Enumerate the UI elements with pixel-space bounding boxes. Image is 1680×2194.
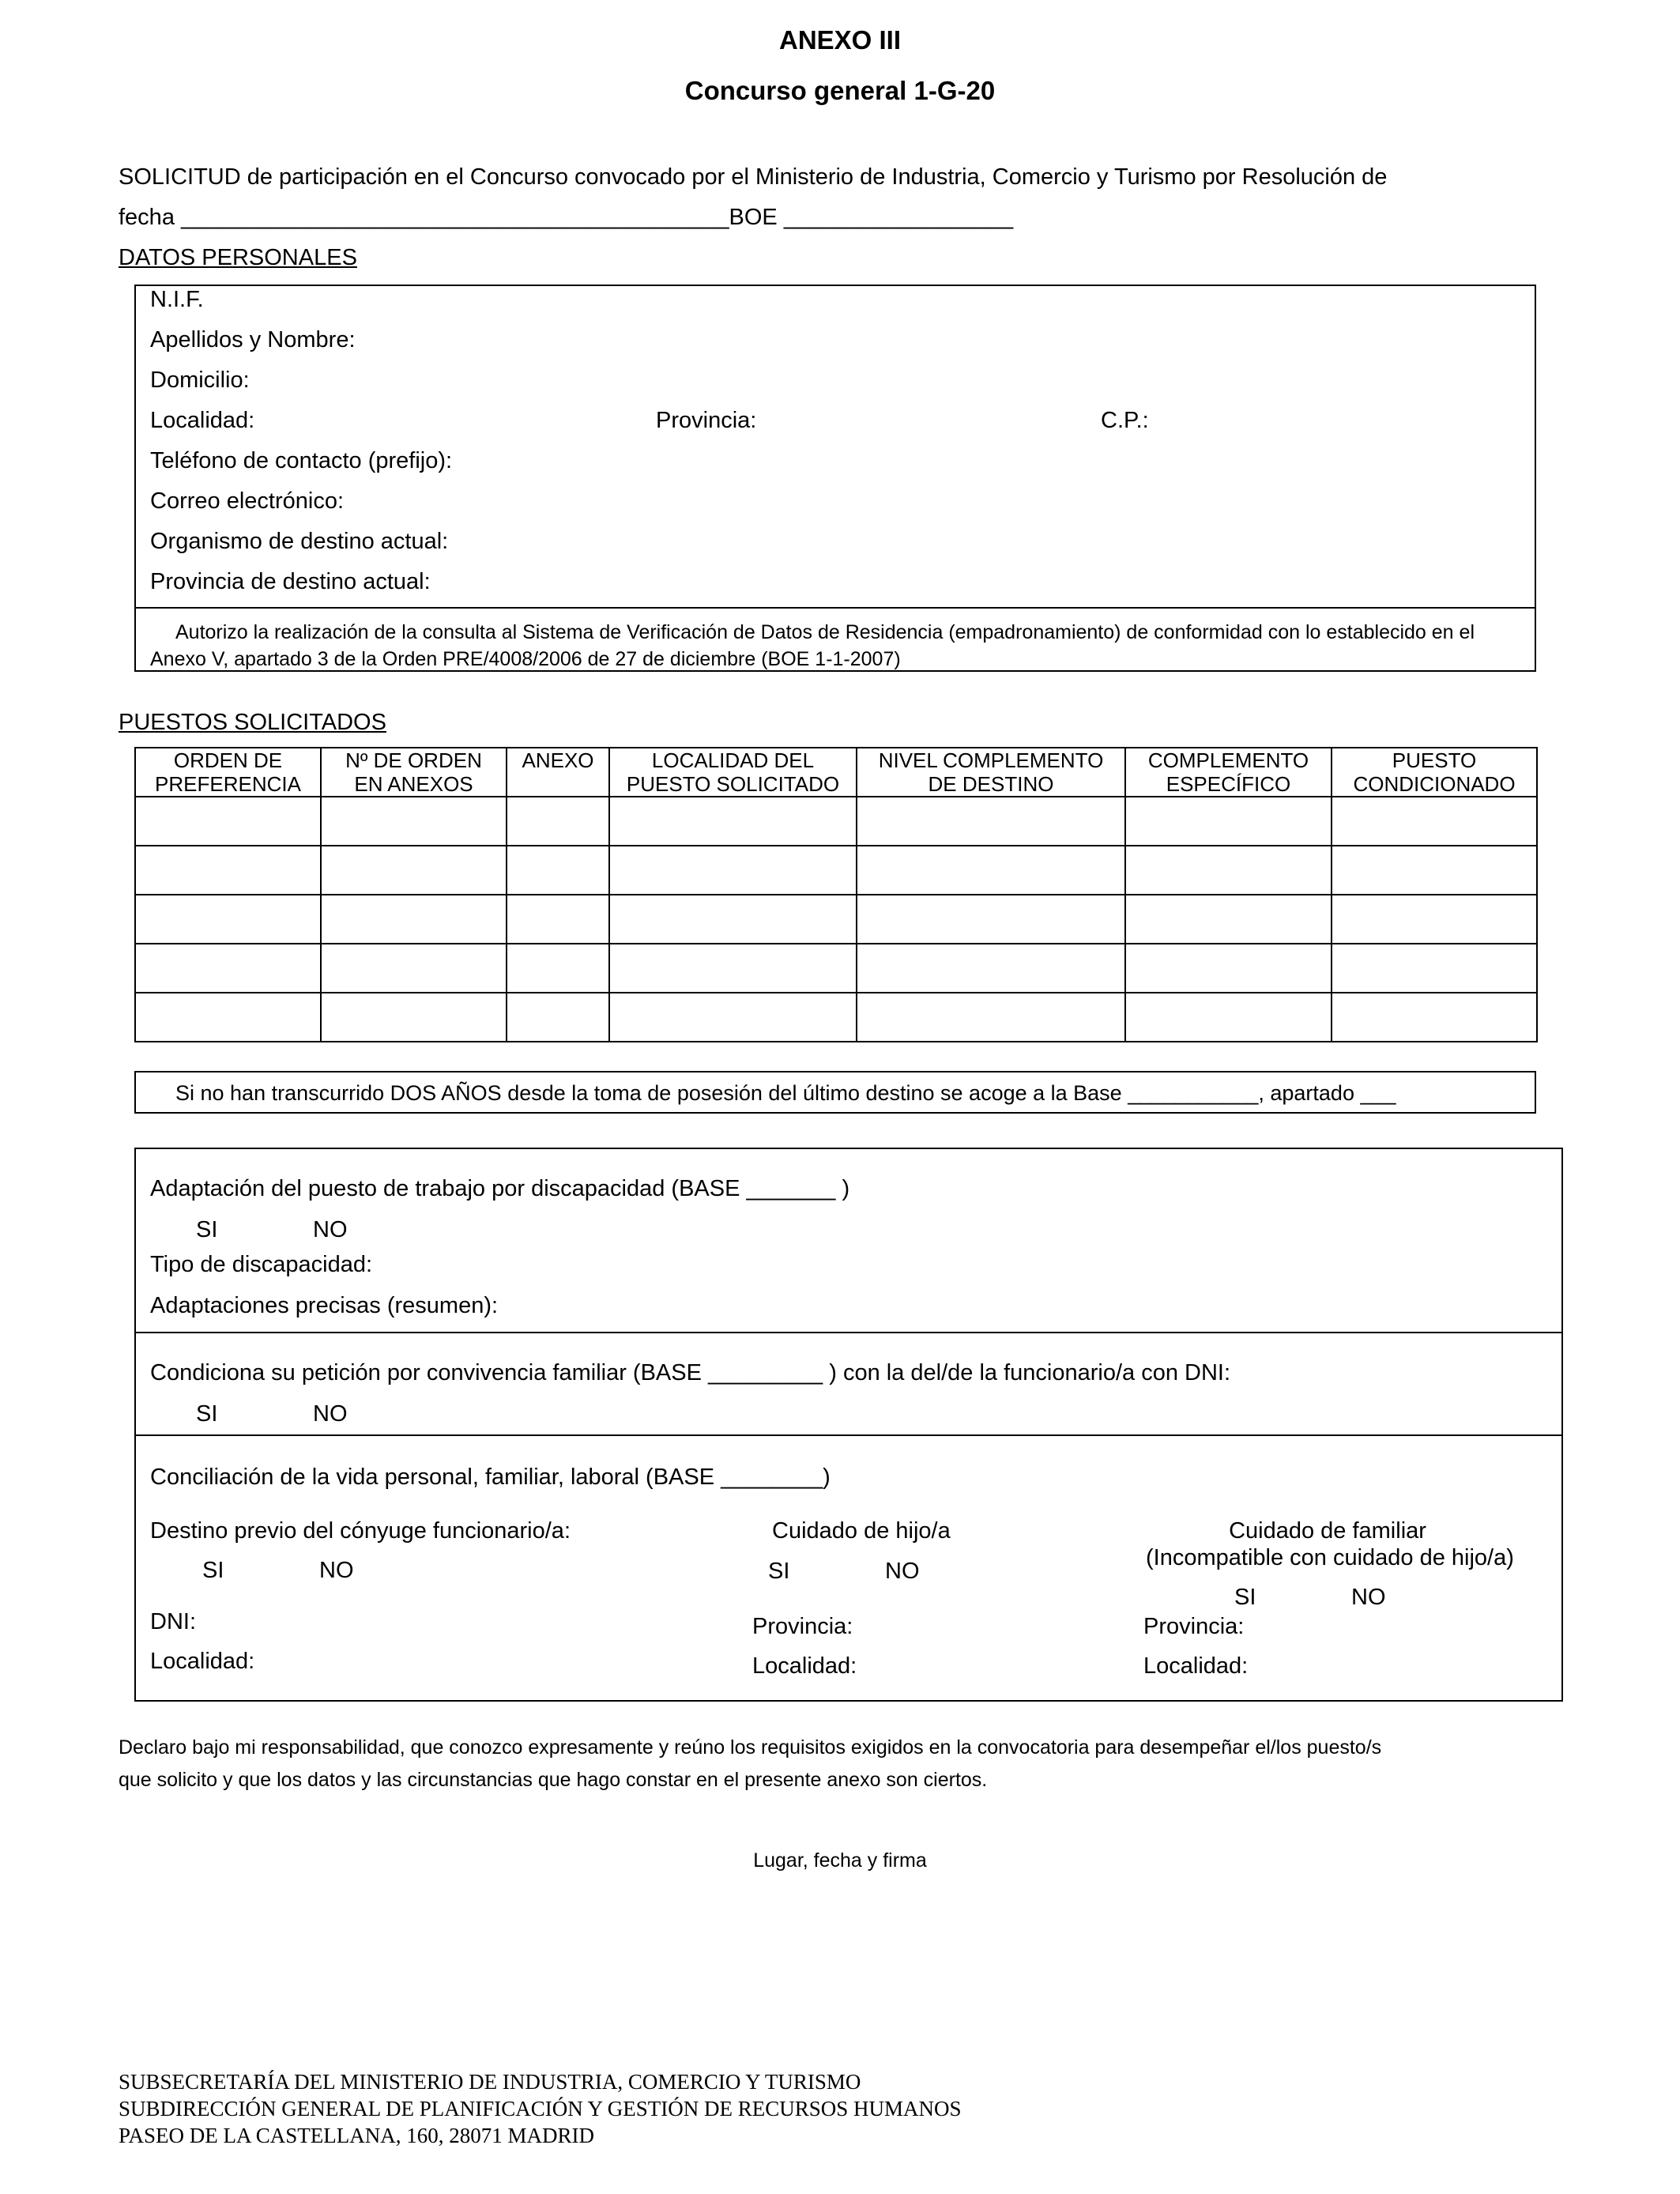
conciliacion-title[interactable]: Conciliación de la vida personal, familiar, laboral (BASE ________) (150, 1465, 831, 1490)
adaptaciones-field[interactable]: Adaptaciones precisas (resumen): (150, 1293, 499, 1318)
table-cell[interactable] (1125, 944, 1332, 993)
dos-anos-text[interactable]: Si no han transcurrido DOS AÑOS desde la toma de posesión del último destino se acoge a la Base ___________, apartado ___ (175, 1081, 1396, 1105)
provincia-destino-field[interactable]: Provincia de destino actual: (150, 569, 431, 594)
table-cell[interactable] (857, 993, 1125, 1042)
footer-line: SUBDIRECCIÓN GENERAL DE PLANIFICACIÓN Y GESTIÓN DE RECURSOS HUMANOS (119, 2097, 962, 2120)
hijo-si-option[interactable]: SI (768, 1559, 790, 1584)
page-subtitle: Concurso general 1-G-20 (684, 76, 996, 105)
hijo-label: Cuidado de hijo/a (772, 1518, 951, 1544)
footer-line: PASEO DE LA CASTELLANA, 160, 28071 MADRID (119, 2124, 595, 2147)
conyuge-si-option[interactable]: SI (202, 1558, 224, 1583)
apellidos-field[interactable]: Apellidos y Nombre: (150, 327, 356, 352)
table-cell[interactable] (321, 846, 507, 895)
divider (134, 607, 1536, 609)
table-cell[interactable] (321, 797, 507, 846)
table-cell[interactable] (1332, 895, 1537, 944)
table-header-row (135, 748, 1537, 797)
table-row (135, 846, 1537, 895)
adaptacion-si-option[interactable]: SI (196, 1217, 218, 1242)
table-cell[interactable] (857, 895, 1125, 944)
firma-label[interactable]: Lugar, fecha y firma (753, 1849, 927, 1872)
table-cell[interactable] (507, 895, 609, 944)
familiar-no-option[interactable]: NO (1351, 1585, 1386, 1610)
table-cell[interactable] (1332, 944, 1537, 993)
divider (134, 1332, 1563, 1333)
familiar-label: Cuidado de familiar (1229, 1518, 1426, 1544)
condiciona-no-option[interactable]: NO (313, 1401, 348, 1427)
column-header: ORDEN DE PREFERENCIA (135, 748, 321, 797)
intro-line: SOLICITUD de participación en el Concurso convocado por el Ministerio de Industria, Comercio y Turismo por Resolución de (119, 164, 1388, 190)
puestos-heading: PUESTOS SOLICITADOS (119, 710, 386, 735)
table-cell[interactable] (609, 895, 857, 944)
page-title: ANEXO III (778, 25, 902, 55)
autorizo-text-cont: Anexo V, apartado 3 de la Orden PRE/4008/2006 de 27 de diciembre (BOE 1-1-2007) (150, 648, 901, 670)
divider (134, 1434, 1563, 1436)
tipo-discapacidad-field[interactable]: Tipo de discapacidad: (150, 1252, 373, 1277)
table-cell[interactable] (507, 797, 609, 846)
table-cell[interactable] (609, 846, 857, 895)
table-cell[interactable] (135, 846, 321, 895)
hijo-provincia-field[interactable]: Provincia: (752, 1614, 853, 1639)
table-cell[interactable] (1332, 993, 1537, 1042)
table-row (135, 993, 1537, 1042)
adaptacion-no-option[interactable]: NO (313, 1217, 348, 1242)
table-cell[interactable] (507, 944, 609, 993)
cp-field[interactable]: C.P.: (1101, 408, 1149, 433)
domicilio-field[interactable]: Domicilio: (150, 368, 250, 393)
organismo-field[interactable]: Organismo de destino actual: (150, 529, 449, 554)
hijo-localidad-field[interactable]: Localidad: (752, 1653, 857, 1679)
provincia-field[interactable]: Provincia: (656, 408, 757, 433)
familiar-note: (Incompatible con cuidado de hijo/a) (1146, 1545, 1514, 1570)
declaracion-text: Declaro bajo mi responsabilidad, que conozco expresamente y reúno los requisitos exigidos en la convocatoria para desempeñar el/los puesto/s (119, 1736, 1382, 1759)
conyuge-localidad-field[interactable]: Localidad: (150, 1649, 255, 1674)
datos-personales-heading: DATOS PERSONALES (119, 245, 357, 270)
table-cell[interactable] (857, 846, 1125, 895)
telefono-field[interactable]: Teléfono de contacto (prefijo): (150, 448, 453, 473)
nif-field[interactable]: N.I.F. (150, 287, 204, 312)
table-cell[interactable] (1125, 993, 1332, 1042)
column-header: COMPLEMENTO ESPECÍFICO (1125, 748, 1332, 797)
column-header: LOCALIDAD DEL PUESTO SOLICITADO (609, 748, 857, 797)
table-cell[interactable] (135, 944, 321, 993)
table-cell[interactable] (609, 797, 857, 846)
table-cell[interactable] (857, 797, 1125, 846)
fecha-boe-line[interactable]: fecha ___________________________________________BOE __________________ (119, 205, 1014, 230)
table-cell[interactable] (321, 895, 507, 944)
conyuge-dni-field[interactable]: DNI: (150, 1609, 196, 1634)
table-cell[interactable] (321, 944, 507, 993)
conyuge-label: Destino previo del cónyuge funcionario/a: (150, 1518, 571, 1544)
conyuge-no-option[interactable]: NO (319, 1558, 354, 1583)
table-cell[interactable] (507, 846, 609, 895)
localidad-field[interactable]: Localidad: (150, 408, 255, 433)
column-header: NIVEL COMPLEMENTO DE DESTINO (857, 748, 1125, 797)
table-cell[interactable] (857, 944, 1125, 993)
familiar-localidad-field[interactable]: Localidad: (1143, 1653, 1249, 1679)
table-row (135, 895, 1537, 944)
table-row (135, 797, 1537, 846)
table-cell[interactable] (135, 993, 321, 1042)
column-header: Nº DE ORDEN EN ANEXOS (321, 748, 507, 797)
column-header: ANEXO (507, 748, 609, 797)
autorizo-text[interactable]: Autorizo la realización de la consulta al Sistema de Verificación de Datos de Residencia (empadronamiento) de conformidad con lo establecido en el (175, 621, 1475, 643)
familiar-si-option[interactable]: SI (1234, 1585, 1256, 1610)
table-cell[interactable] (135, 895, 321, 944)
footer-line: SUBSECRETARÍA DEL MINISTERIO DE INDUSTRIA, COMERCIO Y TURISMO (119, 2070, 861, 2094)
table-cell[interactable] (135, 797, 321, 846)
condiciona-title[interactable]: Condiciona su petición por convivencia familiar (BASE _________ ) con la del/de la funcionario/a con DNI: (150, 1360, 1231, 1385)
correo-field[interactable]: Correo electrónico: (150, 488, 344, 514)
familiar-provincia-field[interactable]: Provincia: (1143, 1614, 1245, 1639)
table-row (135, 944, 1537, 993)
table-cell[interactable] (1332, 797, 1537, 846)
table-cell[interactable] (609, 993, 857, 1042)
table-cell[interactable] (1125, 846, 1332, 895)
puestos-table (134, 747, 1538, 1042)
declaracion-text-cont: que solicito y que los datos y las circunstancias que hago constar en el presente anexo son ciertos. (119, 1769, 988, 1791)
column-header: PUESTO CONDICIONADO (1332, 748, 1537, 797)
table-cell[interactable] (609, 944, 857, 993)
condiciona-si-option[interactable]: SI (196, 1401, 218, 1427)
table-cell[interactable] (1332, 846, 1537, 895)
table-cell[interactable] (1125, 895, 1332, 944)
table-cell[interactable] (507, 993, 609, 1042)
table-cell[interactable] (1125, 797, 1332, 846)
table-cell[interactable] (321, 993, 507, 1042)
hijo-no-option[interactable]: NO (885, 1559, 920, 1584)
adaptacion-title[interactable]: Adaptación del puesto de trabajo por discapacidad (BASE _______ ) (150, 1176, 850, 1201)
